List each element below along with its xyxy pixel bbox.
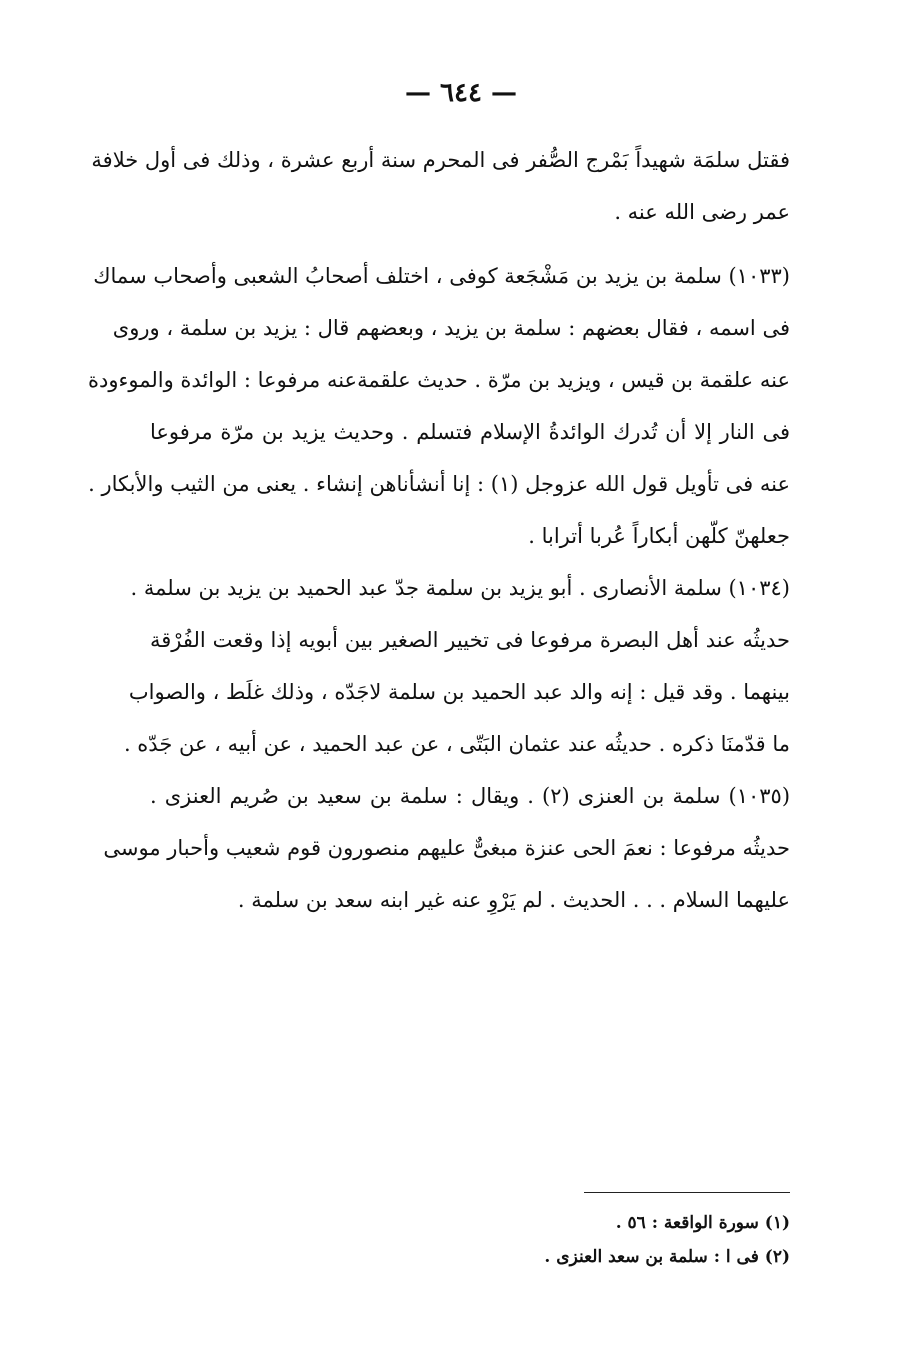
text-line: فى النار إلا أن تُدرك الوائدةُ الإسلام فتسلم . وحديث يزيد بن مرّة مرفوعا (150, 420, 790, 444)
text-line: حديثُه عند أهل البصرة مرفوعا فى تخيير الصغير بين أبويه إذا وقعت الفُرْقة (150, 628, 790, 652)
text-line: ما قدّمنَا ذكره . حديثُه عند عثمان البَتّى ، عن عبد الحميد ، عن أبيه ، عن جَدّه . (123, 732, 790, 756)
text-line: (١٠٣٥) سلمة بن العنزى (٢) . ويقال : سلمة بن سعيد بن صُريم العنزى . (150, 784, 791, 808)
entry-1035 (103, 770, 791, 926)
text-line: فقتل سلمَة شهيداً بَمْرج الصُّفر فى المحرم سنة أربع عشرة ، وذلك فى أول خلافة (91, 148, 790, 172)
entry-1034 (123, 562, 790, 770)
text-line: عنه فى تأويل قول الله عزوجل (١) : إنا أنشأناهن إنشاء . يعنى من الثيب والأبكار . (88, 472, 790, 496)
footnotes (400, 1206, 790, 1274)
body-text (88, 134, 791, 926)
text-line: عمر رضى الله عنه . (614, 200, 790, 224)
text-line: (١٠٣٣) سلمة بن يزيد بن مَشْجَعة كوفى ، اختلف أصحابُ الشعبى وأصحاب سماك (93, 264, 790, 288)
page-number: — ٦٤٤ — (404, 78, 518, 108)
footnote-2: (٢) فى ا : سلمة بن سعد العنزى . (544, 1247, 790, 1267)
entry-1033 (88, 250, 790, 562)
text-line: بينهما . وقد قيل : إنه والد عبد الحميد بن سلمة لاجَدّه ، وذلك غلَط ، والصواب (128, 680, 790, 704)
text-line: عنه علقمة بن قيس ، ويزيد بن مرّة . حديث علقمةعنه مرفوعا : الوائدة والموءودة (88, 368, 790, 392)
text-line: فى اسمه ، فقال بعضهم : سلمة بن يزيد ، وبعضهم قال : يزيد بن سلمة ، وروى (112, 316, 790, 340)
text-line: جعلهنّ كلّهن أبكاراً عُربا أترابا . (528, 524, 790, 548)
footnote-1: (١) سورة الواقعة : ٥٦ . (615, 1213, 790, 1233)
paragraph (91, 134, 790, 238)
text-line: عليهما السلام . . . الحديث . لم يَرْوِ عنه غير ابنه سعد بن سلمة . (237, 888, 790, 912)
footnote-divider (584, 1192, 790, 1193)
text-line: (١٠٣٤) سلمة الأنصارى . أبو يزيد بن سلمة جدّ عبد الحميد بن يزيد بن سلمة . (130, 576, 790, 600)
text-line: حديثُه مرفوعا : نعمَ الحى عنزة مبغىٌّ عليهم منصورون قوم شعيب وأحبار موسى (103, 836, 790, 860)
